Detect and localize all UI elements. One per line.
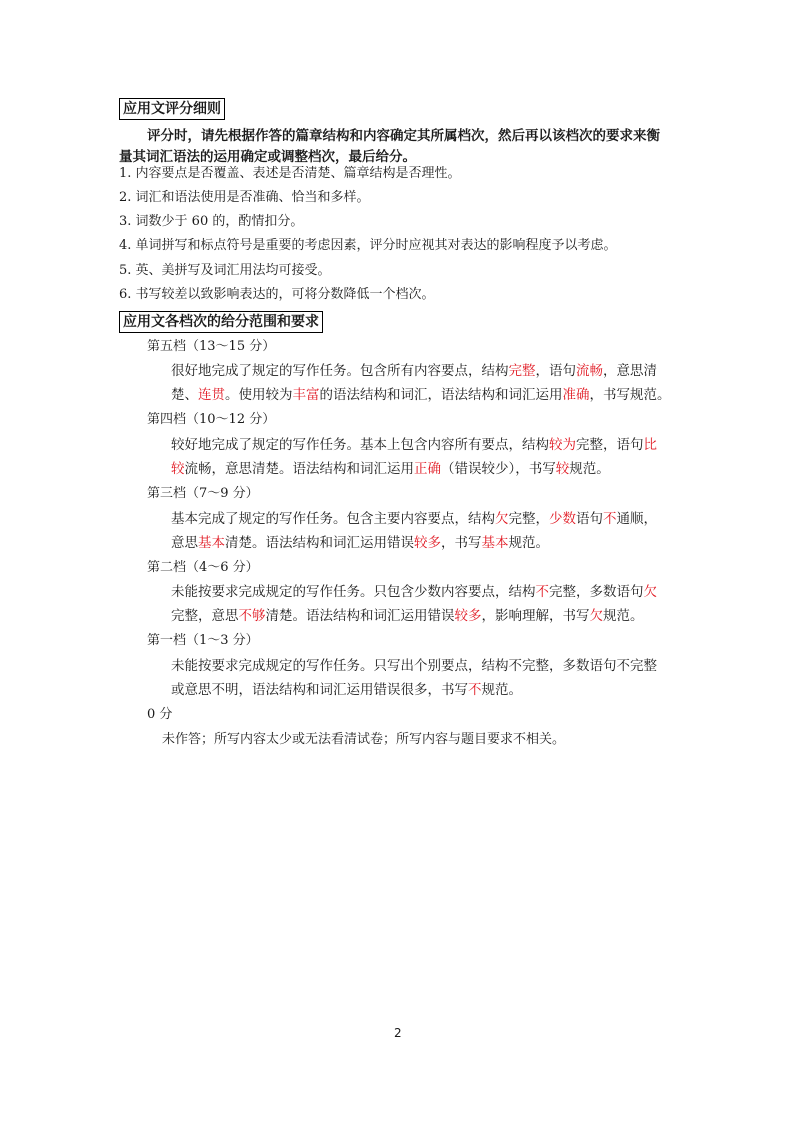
desc-text: ，语句 [535,363,576,379]
level-desc-line [171,362,657,380]
level-desc-line [171,583,657,601]
level-desc-line [171,386,671,404]
desc-text: 很好地完成了规定的写作任务。包含所有内容要点，结构 [171,363,509,379]
level-desc-line [171,534,549,552]
desc-text: 未能按要求完成规定的写作任务。只包含少数内容要点，结构 [171,584,536,600]
highlight-text: 完整 [508,363,536,379]
highlight-text: 欠 [495,511,509,527]
desc-text: 流畅，意思清楚。语法结构和词汇运用 [184,461,414,477]
desc-text: 未能按要求完成规定的写作任务。只写出个别要点，结构不完整，多数语句不完整 [171,658,657,674]
level-desc-line [171,657,657,675]
desc-text: 或意思不明，语法结构和词汇运用错误很多，书写 [171,682,468,698]
highlight-text: 不 [603,511,617,527]
highlight-text: 比 [643,437,657,453]
desc-text: （错误较少），书写 [441,461,556,477]
highlight-text: 少数 [549,511,576,527]
desc-text: ，书写规范。 [589,387,671,403]
level-desc-line [171,681,522,699]
intro-line-1: 评分时，请先根据作答的篇章结构和内容确定其所属档次，然后再以该档次的要求来衡 [147,128,660,144]
rule-item: 6. 书写较差以致影响表达的，可将分数降低一个档次。 [119,287,435,302]
highlight-text: 较 [555,461,570,477]
highlight-text: 基本 [198,535,225,551]
section-title-score-levels: 应用文各档次的给分范围和要求 [119,311,323,333]
highlight-text: 不 [535,584,549,600]
highlight-text: 丰富 [292,387,320,403]
highlight-text: 欠 [589,608,603,624]
rule-item: 1. 内容要点是否覆盖、表述是否清楚、篇章结构是否理性。 [119,166,461,181]
desc-text: 语句 [576,511,603,527]
desc-text: 完整，意思 [171,608,239,624]
desc-text: ，影响理解，书写 [481,608,590,624]
highlight-text: 基本 [481,535,509,551]
desc-text: ，书写 [441,535,482,551]
desc-text: 较好地完成了规定的写作任务。基本上包含内容所有要点，结构 [171,437,549,453]
desc-text: 完整，语句 [576,437,644,453]
desc-text: 楚、 [171,387,198,403]
level-desc-line [171,607,644,625]
highlight-text: 较多 [454,608,482,624]
level-desc-line [171,436,657,454]
rule-item: 4. 单词拼写和标点符号是重要的考虑因素，评分时应视其对表达的影响程度予以考虑。 [119,238,617,253]
desc-text: 规范。 [603,608,644,624]
desc-text: 清楚。语法结构和词汇运用错误 [225,535,414,551]
highlight-text: 准确 [562,387,590,403]
level-zero-desc: 未作答；所写内容太少或无法看清试卷；所写内容与题目要求不相关。 [162,732,566,747]
desc-text: 。使用较为 [225,387,293,403]
highlight-text: 较多 [414,535,441,551]
desc-text: 规范。 [569,461,610,477]
level-desc-line [171,510,657,528]
level-label: 第五档（13～15 分） [147,339,276,354]
desc-text: 规范。 [481,682,522,698]
desc-text: 完整，多数语句 [549,584,644,600]
page-number: 2 [394,1026,402,1040]
rule-item: 2. 词汇和语法使用是否准确、恰当和多样。 [119,190,370,205]
desc-text: 清楚。语法结构和词汇运用错误 [265,608,455,624]
level-desc-line [171,460,610,478]
rule-item: 5. 英、美拼写及词汇用法均可接受。 [119,263,331,278]
rule-item: 3. 词数少于 60 的，酌情扣分。 [119,214,304,229]
highlight-text: 流畅 [576,363,603,379]
intro-line-2: 量其词汇语法的运用确定或调整档次，最后给分。 [119,149,416,165]
highlight-text: 正确 [414,461,441,477]
highlight-text: 较为 [549,437,576,453]
desc-text: ，意思清 [603,363,657,379]
level-label: 第三档（7～9 分） [147,486,259,501]
level-label: 第一档（1～3 分） [147,633,259,648]
desc-text: 规范。 [508,535,549,551]
desc-text: 基本完成了规定的写作任务。包含主要内容要点，结构 [171,511,495,527]
level-label: 第二档（4～6 分） [147,560,259,575]
highlight-text: 较 [171,461,185,477]
level-label-zero: 0 分 [147,707,173,722]
highlight-text: 连贯 [198,387,225,403]
desc-text: 通顺， [616,511,657,527]
desc-text: 完整， [508,511,549,527]
desc-text: 的语法结构和词汇，语法结构和词汇运用 [319,387,563,403]
highlight-text: 不 [468,682,482,698]
highlight-text: 欠 [643,584,657,600]
section-title-scoring-rules: 应用文评分细则 [119,98,225,120]
desc-text: 意思 [171,535,198,551]
highlight-text: 不够 [238,608,266,624]
level-label: 第四档（10～12 分） [147,412,276,427]
